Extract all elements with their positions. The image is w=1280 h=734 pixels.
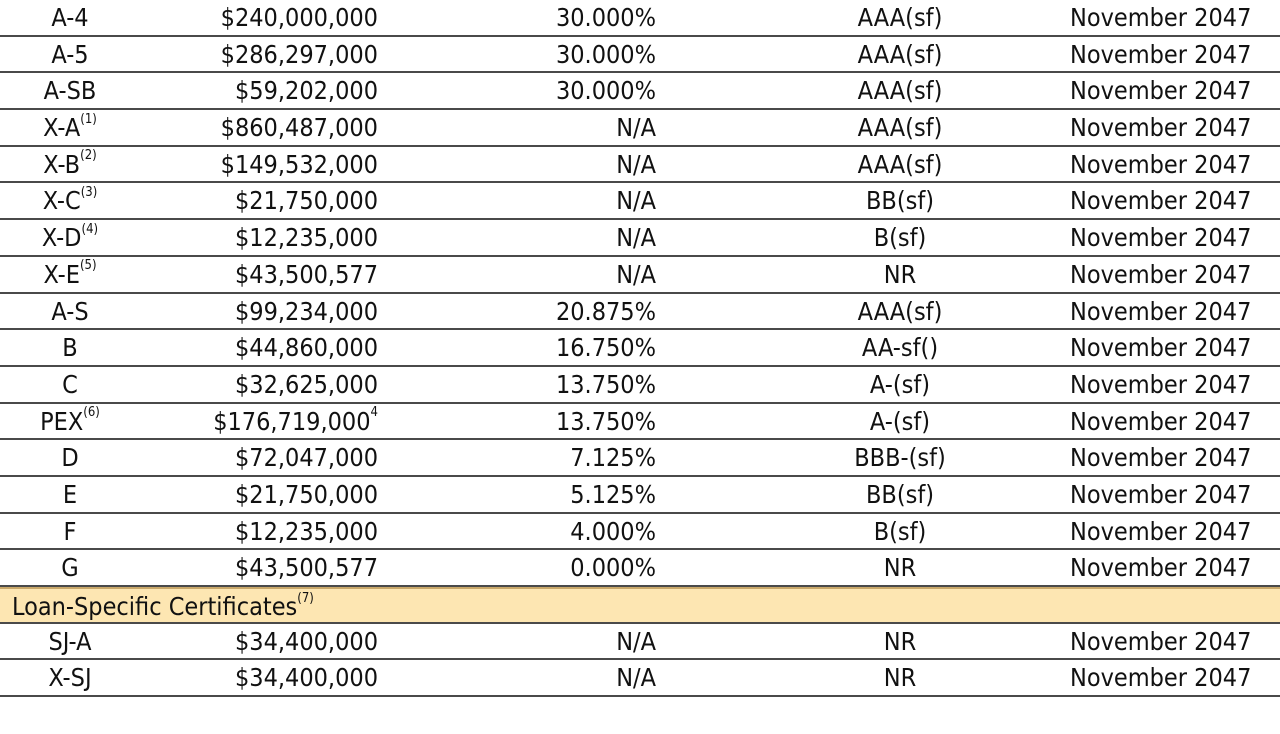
table-row xyxy=(0,660,1280,697)
class-cell: B xyxy=(62,333,78,363)
maturity-date-cell: November 2047 xyxy=(1070,186,1252,216)
table-row xyxy=(0,220,1280,257)
class-cell: C xyxy=(62,369,78,399)
rating-cell: NR xyxy=(883,259,917,289)
class-cell: A-S xyxy=(51,296,89,326)
balance-cell: $72,047,000 xyxy=(234,443,378,473)
rating-cell: BB(sf) xyxy=(865,479,935,509)
maturity-date-cell: November 2047 xyxy=(1070,113,1252,143)
maturity-date-cell: November 2047 xyxy=(1070,443,1252,473)
class-cell: D xyxy=(61,443,79,473)
class-cell: $X-D^{(4)}$ xyxy=(41,221,99,253)
maturity-date-cell: November 2047 xyxy=(1070,39,1252,69)
maturity-date-cell: November 2047 xyxy=(1070,149,1252,179)
balance-cell: $21,750,000 xyxy=(234,479,378,509)
class-cell: E xyxy=(62,479,78,509)
rating-cell: AAA(sf) xyxy=(857,113,943,143)
rating-cell: BB(sf) xyxy=(865,186,935,216)
support-pct-cell: 30.000% xyxy=(555,39,656,69)
support-pct-cell: 4.000% xyxy=(570,516,656,546)
balance-cell: $34,400,000 xyxy=(234,626,378,656)
support-pct-cell: N/A xyxy=(616,223,656,253)
support-pct-cell: 30.000% xyxy=(555,76,656,106)
table-row xyxy=(0,73,1280,110)
balance-cell: $21,750,000 xyxy=(234,186,378,216)
table-row xyxy=(0,440,1280,477)
balance-cell: $43,500,577 xyxy=(234,553,378,583)
support-pct-cell: N/A xyxy=(616,259,656,289)
footnote-marker: (3) xyxy=(80,185,98,201)
balance-cell: $32,625,000 xyxy=(234,369,378,399)
footnote-marker: (1) xyxy=(80,111,97,127)
support-pct-cell: 0.000% xyxy=(570,553,656,583)
table-row xyxy=(0,37,1280,74)
balance-cell: $99,234,000 xyxy=(234,296,378,326)
support-pct-cell: 5.125% xyxy=(570,479,656,509)
balance-cell: $240,000,000 xyxy=(220,3,378,32)
maturity-date-cell: November 2047 xyxy=(1070,223,1252,253)
maturity-date-cell: November 2047 xyxy=(1070,626,1252,656)
balance-cell: $12,235,000 xyxy=(234,516,378,546)
rating-cell: AAA(sf) xyxy=(857,76,943,106)
rating-cell: A-(sf) xyxy=(869,406,931,436)
rating-cell: AAA(sf) xyxy=(857,296,943,326)
maturity-date-cell: November 2047 xyxy=(1070,296,1252,326)
footnote-marker: (4) xyxy=(81,221,99,237)
rating-cell: NR xyxy=(883,663,917,693)
class-cell: $X-C^{(3)}$ xyxy=(42,185,98,216)
table-row xyxy=(0,550,1280,587)
table-row xyxy=(0,404,1280,441)
maturity-date-cell: November 2047 xyxy=(1070,3,1252,32)
section-header-loan-specific xyxy=(0,587,1280,624)
class-cell: $X-E^{(5)}$ xyxy=(43,258,97,289)
maturity-date-cell: November 2047 xyxy=(1070,369,1252,399)
rating-cell: AA-sf() xyxy=(861,333,939,363)
maturity-date-cell: November 2047 xyxy=(1070,406,1252,436)
class-cell: A-5 xyxy=(51,39,89,69)
section-footnote: (7) xyxy=(297,590,314,606)
support-pct-cell: N/A xyxy=(616,149,656,179)
rating-cell: B(sf) xyxy=(873,223,927,253)
maturity-date-cell: November 2047 xyxy=(1070,259,1252,289)
footnote-marker: 4 xyxy=(370,405,378,421)
class-cell: G xyxy=(61,553,79,583)
rating-cell: AAA(sf) xyxy=(857,39,943,69)
class-cell: PEX$^{(6)}$ xyxy=(40,405,100,436)
table-row-cut-bottom xyxy=(0,697,1280,734)
balance-cell: $43,500,577 xyxy=(234,259,378,289)
rating-cell: BBB-(sf) xyxy=(854,443,946,473)
rating-cell: B(sf) xyxy=(873,516,927,546)
maturity-date-cell: November 2047 xyxy=(1070,663,1252,693)
table-row xyxy=(0,257,1280,294)
maturity-date-cell: November 2047 xyxy=(1070,479,1252,509)
class-cell: A-SB xyxy=(43,76,97,106)
rating-cell: AAA(sf) xyxy=(857,149,943,179)
support-pct-cell: 16.750% xyxy=(555,333,656,363)
table-row xyxy=(0,624,1280,661)
support-pct-cell: N/A xyxy=(616,626,656,656)
maturity-date-cell: November 2047 xyxy=(1070,516,1252,546)
footnote-marker: (5) xyxy=(79,258,97,274)
loan-rows xyxy=(0,624,1280,697)
table-row xyxy=(0,294,1280,331)
table-row xyxy=(0,514,1280,551)
class-cell: X-SJ xyxy=(48,663,92,693)
rating-cell: NR xyxy=(883,626,917,656)
footnote-marker: (2) xyxy=(80,148,97,164)
support-pct-cell: 30.000% xyxy=(555,3,656,32)
rating-cell: A-(sf) xyxy=(869,369,931,399)
balance-cell: $286,297,000 xyxy=(220,39,378,69)
table-row xyxy=(0,0,1280,37)
table-row xyxy=(0,477,1280,514)
balance-cell: $34,400,000 xyxy=(234,663,378,693)
table-row xyxy=(0,183,1280,220)
balance-cell: $860,487,000 xyxy=(220,113,378,143)
balance-cell: $59,202,000 xyxy=(234,76,378,106)
table-row xyxy=(0,330,1280,367)
support-pct-cell: 20.875% xyxy=(555,296,656,326)
balance-cell: $44,860,000 xyxy=(234,333,378,363)
class-cell: $X-B^{(2)}$ xyxy=(43,148,97,179)
support-pct-cell: N/A xyxy=(616,186,656,216)
class-cell: $X-A^{(1)}$ xyxy=(43,111,97,143)
rating-cell: NR xyxy=(883,553,917,583)
table-row xyxy=(0,110,1280,147)
balance-cell: $149,532,000 xyxy=(220,149,378,179)
balance-cell: $12,235,000 xyxy=(234,223,378,253)
maturity-date-cell: November 2047 xyxy=(1070,76,1252,106)
balance-cell: $176,719,000$^4$ xyxy=(213,405,378,436)
section-label: Loan-Specific Certificates$^{(7)}$ xyxy=(12,590,314,621)
support-pct-cell: 13.750% xyxy=(555,406,656,436)
maturity-date-cell: November 2047 xyxy=(1070,553,1252,583)
table-row xyxy=(0,147,1280,184)
class-cell: A-4 xyxy=(51,3,89,32)
class-cell: SJ-A xyxy=(48,626,92,656)
class-cell: F xyxy=(63,516,77,546)
support-pct-cell: 13.750% xyxy=(555,369,656,399)
table-row xyxy=(0,367,1280,404)
footnote-marker: (6) xyxy=(83,405,100,421)
support-pct-cell: N/A xyxy=(616,113,656,143)
maturity-date-cell: November 2047 xyxy=(1070,333,1252,363)
support-pct-cell: 7.125% xyxy=(570,443,656,473)
rating-cell: AAA(sf) xyxy=(857,3,943,32)
support-pct-cell: N/A xyxy=(616,663,656,693)
